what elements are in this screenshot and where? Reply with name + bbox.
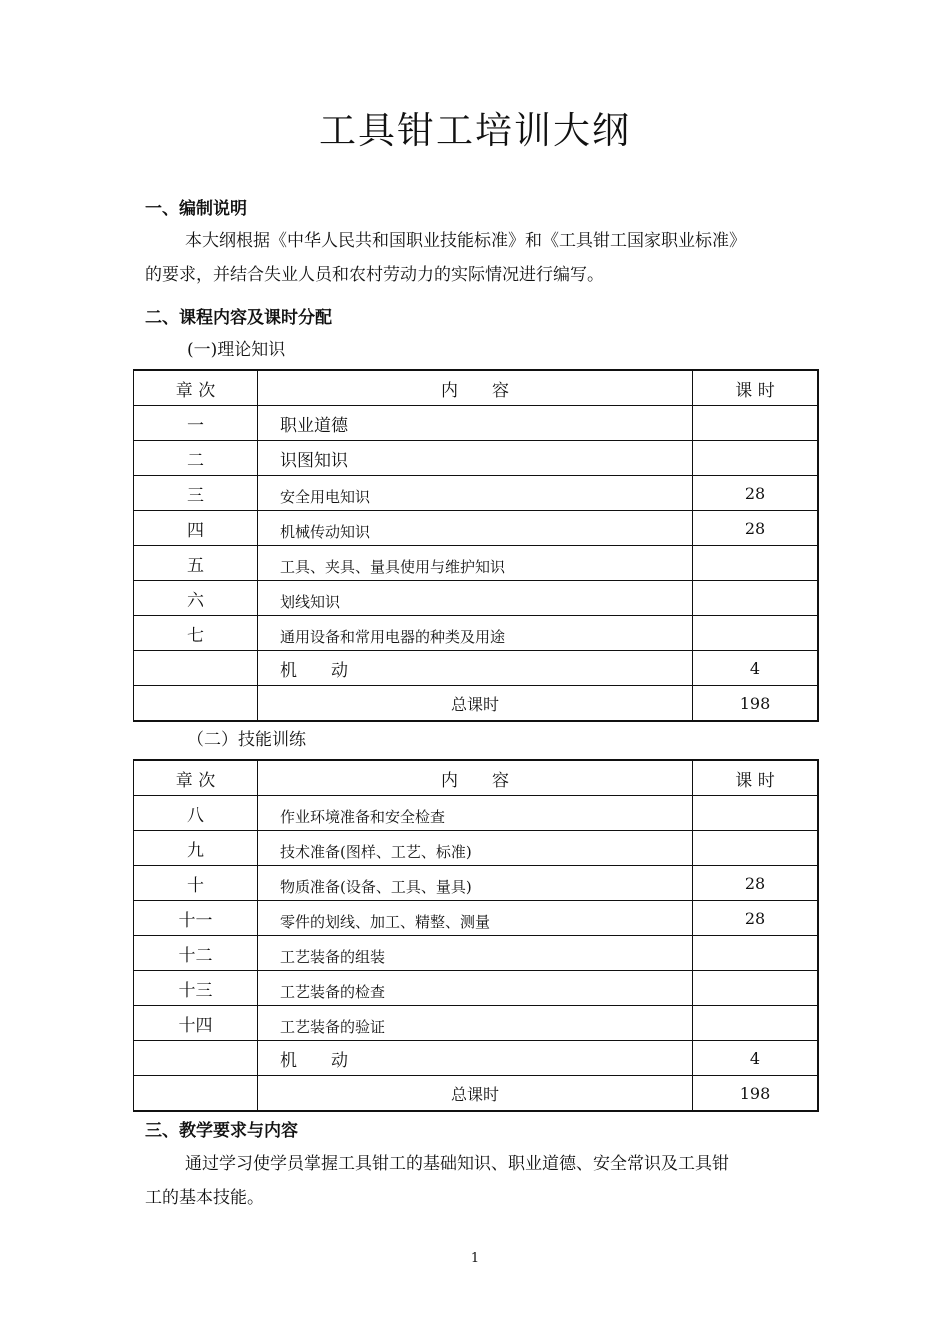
page-number: 1 (470, 1251, 480, 1266)
table-row (134, 616, 819, 651)
content-cell (258, 936, 693, 971)
total-hours: 198 (693, 1076, 819, 1112)
table-row (134, 441, 819, 476)
skills-subheading: （二）技能训练 (187, 730, 306, 750)
table-row (134, 866, 819, 901)
flex-label: 机 动 (280, 660, 348, 681)
hours-cell (693, 546, 819, 581)
header-hours: 课 时 (693, 760, 819, 796)
section-heading-3: 三、教学要求与内容 (145, 1121, 298, 1141)
chapter-cell (134, 686, 258, 722)
table-row (134, 936, 819, 971)
content-cell (258, 476, 693, 511)
chapter-cell (134, 1041, 258, 1076)
content-cell (258, 441, 693, 476)
table-row (134, 546, 819, 581)
theory-table (133, 369, 819, 722)
chapter-cell: 十三 (134, 971, 258, 1006)
skills-table (133, 759, 819, 1112)
content-text: 作业环境准备和安全检查 (280, 807, 446, 826)
content-text: 识图知识 (280, 450, 348, 471)
paragraph-line: 的要求，并结合失业人员和农村劳动力的实际情况进行编写。 (145, 265, 604, 285)
content-cell (258, 831, 693, 866)
header-chapter: 章 次 (134, 760, 258, 796)
paragraph-line: 工的基本技能。 (145, 1188, 264, 1208)
header-hours: 课 时 (693, 370, 819, 406)
table-row (134, 1006, 819, 1041)
content-cell (258, 971, 693, 1006)
chapter-cell: 五 (134, 546, 258, 581)
section-heading-2: 二、课程内容及课时分配 (145, 308, 332, 328)
chapter-cell: 十二 (134, 936, 258, 971)
hours-cell (693, 406, 819, 441)
paragraph-line: 本大纲根据《中华人民共和国职业技能标准》和《工具钳工国家职业标准》 (185, 231, 746, 251)
chapter-cell: 九 (134, 831, 258, 866)
content-text: 技术准备(图样、工艺、标准) (280, 842, 472, 861)
chapter-cell: 十一 (134, 901, 258, 936)
content-text: 安全用电知识 (280, 487, 371, 506)
content-text: 零件的划线、加工、精整、测量 (280, 912, 491, 931)
document-title: 工具钳工培训大纲 (319, 109, 631, 152)
total-row (134, 686, 819, 722)
hours-cell: 28 (693, 901, 819, 936)
table-row (134, 971, 819, 1006)
table-row (134, 831, 819, 866)
theory-subheading: (一)理论知识 (187, 340, 286, 360)
content-cell (258, 901, 693, 936)
table-row (134, 581, 819, 616)
content-cell (258, 546, 693, 581)
table-header-row (134, 760, 819, 796)
total-hours: 198 (693, 686, 819, 722)
content-cell (258, 511, 693, 546)
content-text: 工艺装备的检查 (280, 982, 386, 1001)
table-header-row (134, 370, 819, 406)
table-row (134, 901, 819, 936)
chapter-cell: 六 (134, 581, 258, 616)
content-cell (258, 1041, 693, 1076)
hours-cell: 28 (693, 511, 819, 546)
chapter-cell: 四 (134, 511, 258, 546)
content-cell (258, 616, 693, 651)
content-cell (258, 581, 693, 616)
table-row (134, 511, 819, 546)
header-chapter: 章 次 (134, 370, 258, 406)
chapter-cell (134, 1076, 258, 1112)
total-label: 总课时 (258, 1076, 693, 1112)
hours-cell (693, 616, 819, 651)
content-text: 划线知识 (280, 592, 341, 611)
chapter-cell: 二 (134, 441, 258, 476)
flex-hours: 4 (693, 1041, 819, 1076)
chapter-cell: 十 (134, 866, 258, 901)
content-cell (258, 866, 693, 901)
content-cell (258, 651, 693, 686)
content-text: 机械传动知识 (280, 522, 371, 541)
hours-cell (693, 971, 819, 1006)
chapter-cell: 七 (134, 616, 258, 651)
flex-row (134, 1041, 819, 1076)
chapter-cell: 十四 (134, 1006, 258, 1041)
content-text: 职业道德 (280, 415, 348, 436)
hours-cell (693, 581, 819, 616)
header-content: 内 容 (258, 760, 693, 796)
content-cell (258, 1006, 693, 1041)
hours-cell: 28 (693, 476, 819, 511)
flex-label: 机 动 (280, 1050, 348, 1071)
table-row (134, 476, 819, 511)
table-row (134, 796, 819, 831)
total-label: 总课时 (258, 686, 693, 722)
chapter-cell: 三 (134, 476, 258, 511)
hours-cell (693, 1006, 819, 1041)
hours-cell (693, 831, 819, 866)
flex-hours: 4 (693, 651, 819, 686)
hours-cell (693, 936, 819, 971)
content-cell (258, 796, 693, 831)
chapter-cell (134, 651, 258, 686)
content-text: 工具、夹具、量具使用与维护知识 (280, 557, 506, 576)
hours-cell (693, 441, 819, 476)
chapter-cell: 一 (134, 406, 258, 441)
content-text: 工艺装备的组装 (280, 947, 386, 966)
section-1-paragraph (145, 224, 817, 292)
hours-cell (693, 796, 819, 831)
content-text: 通用设备和常用电器的种类及用途 (280, 627, 506, 646)
chapter-cell: 八 (134, 796, 258, 831)
hours-cell: 28 (693, 866, 819, 901)
content-text: 工艺装备的验证 (280, 1017, 386, 1036)
section-heading-1: 一、编制说明 (145, 199, 247, 219)
flex-row (134, 651, 819, 686)
content-cell (258, 406, 693, 441)
content-text: 物质准备(设备、工具、量具) (280, 877, 472, 896)
total-row (134, 1076, 819, 1112)
paragraph-line: 通过学习使学员掌握工具钳工的基础知识、职业道德、安全常识及工具钳 (185, 1154, 729, 1174)
section-3-paragraph (145, 1147, 817, 1215)
header-content: 内 容 (258, 370, 693, 406)
table-row (134, 406, 819, 441)
